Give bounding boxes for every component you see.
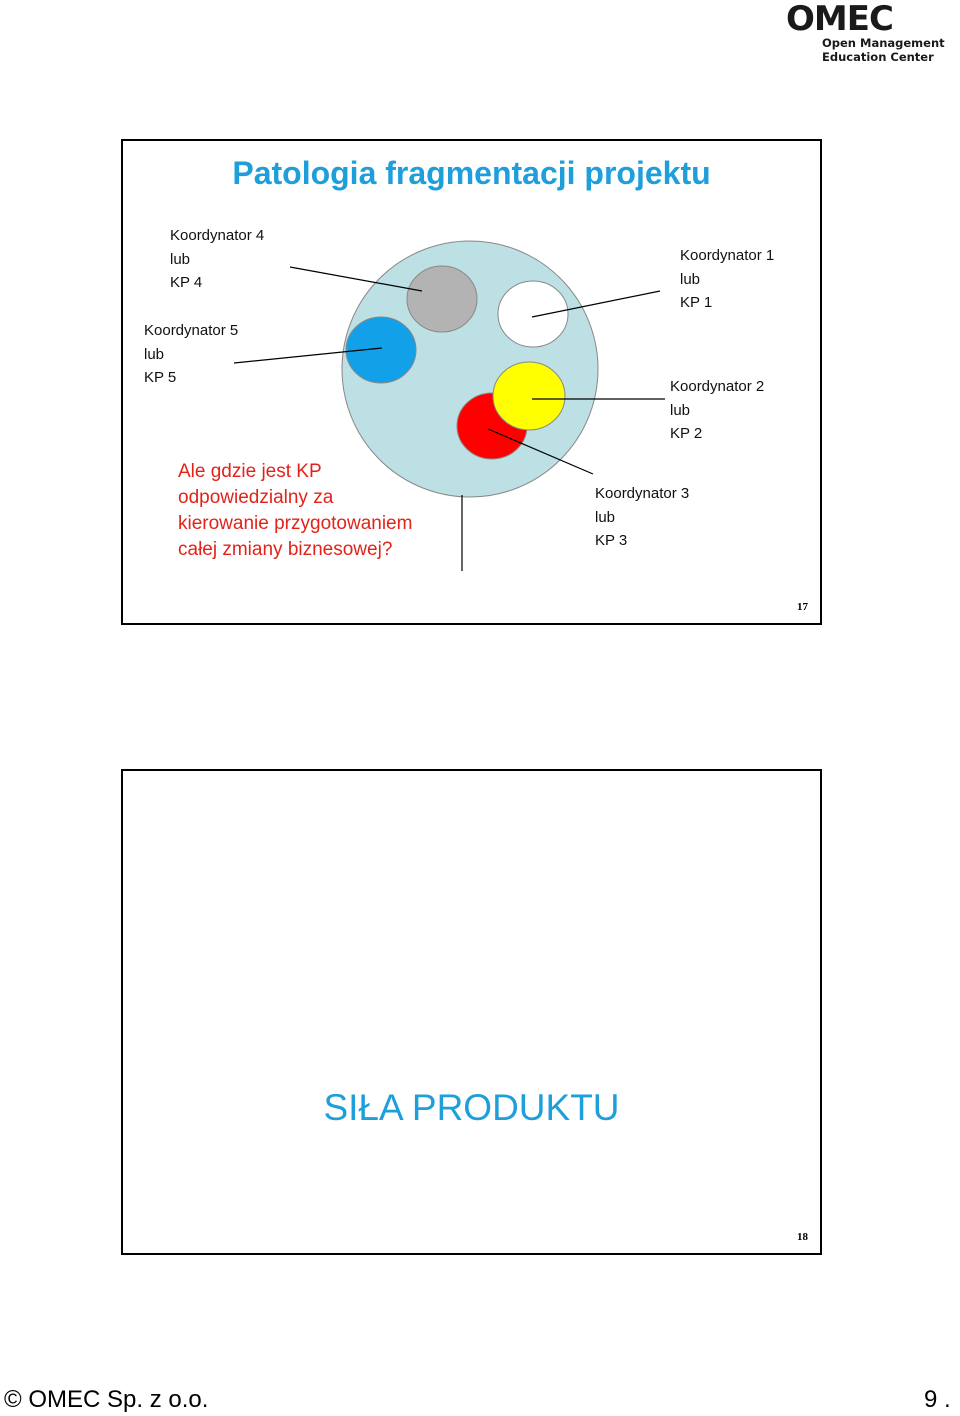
kp4-circle [407,266,477,332]
slide-17 [121,139,822,625]
label-koordynator-4: Koordynator 4 lub KP 4 [170,227,265,291]
label-koordynator-1: Koordynator 1 lub KP 1 [680,247,775,311]
section-title: SIŁA PRODUKTU [323,1087,620,1128]
kp1-circle [498,281,568,347]
slide-number: 17 [797,601,808,613]
slide-number: 18 [797,1231,808,1243]
slide-18 [121,769,822,1255]
logo-line-1: Open Management [822,36,945,50]
logo-line-2: Education Center [822,50,934,64]
footer-copyright: © OMEC Sp. z o.o. [4,1386,209,1413]
logo-word: OMEC [786,0,893,39]
kp2-circle [493,362,565,430]
omec-logo [786,0,945,64]
footer-page-number: 9 . [924,1386,951,1413]
slide-title: Patologia fragmentacji projektu [232,155,711,191]
label-koordynator-5: Koordynator 5 lub KP 5 [144,322,239,386]
label-koordynator-2: Koordynator 2 lub KP 2 [670,378,765,442]
label-koordynator-3: Koordynator 3 lub KP 3 [595,485,690,549]
question-text: Ale gdzie jest KP odpowiedzialny za kierowanie przygotowaniem całej zmiany biznesowej? [178,461,413,560]
